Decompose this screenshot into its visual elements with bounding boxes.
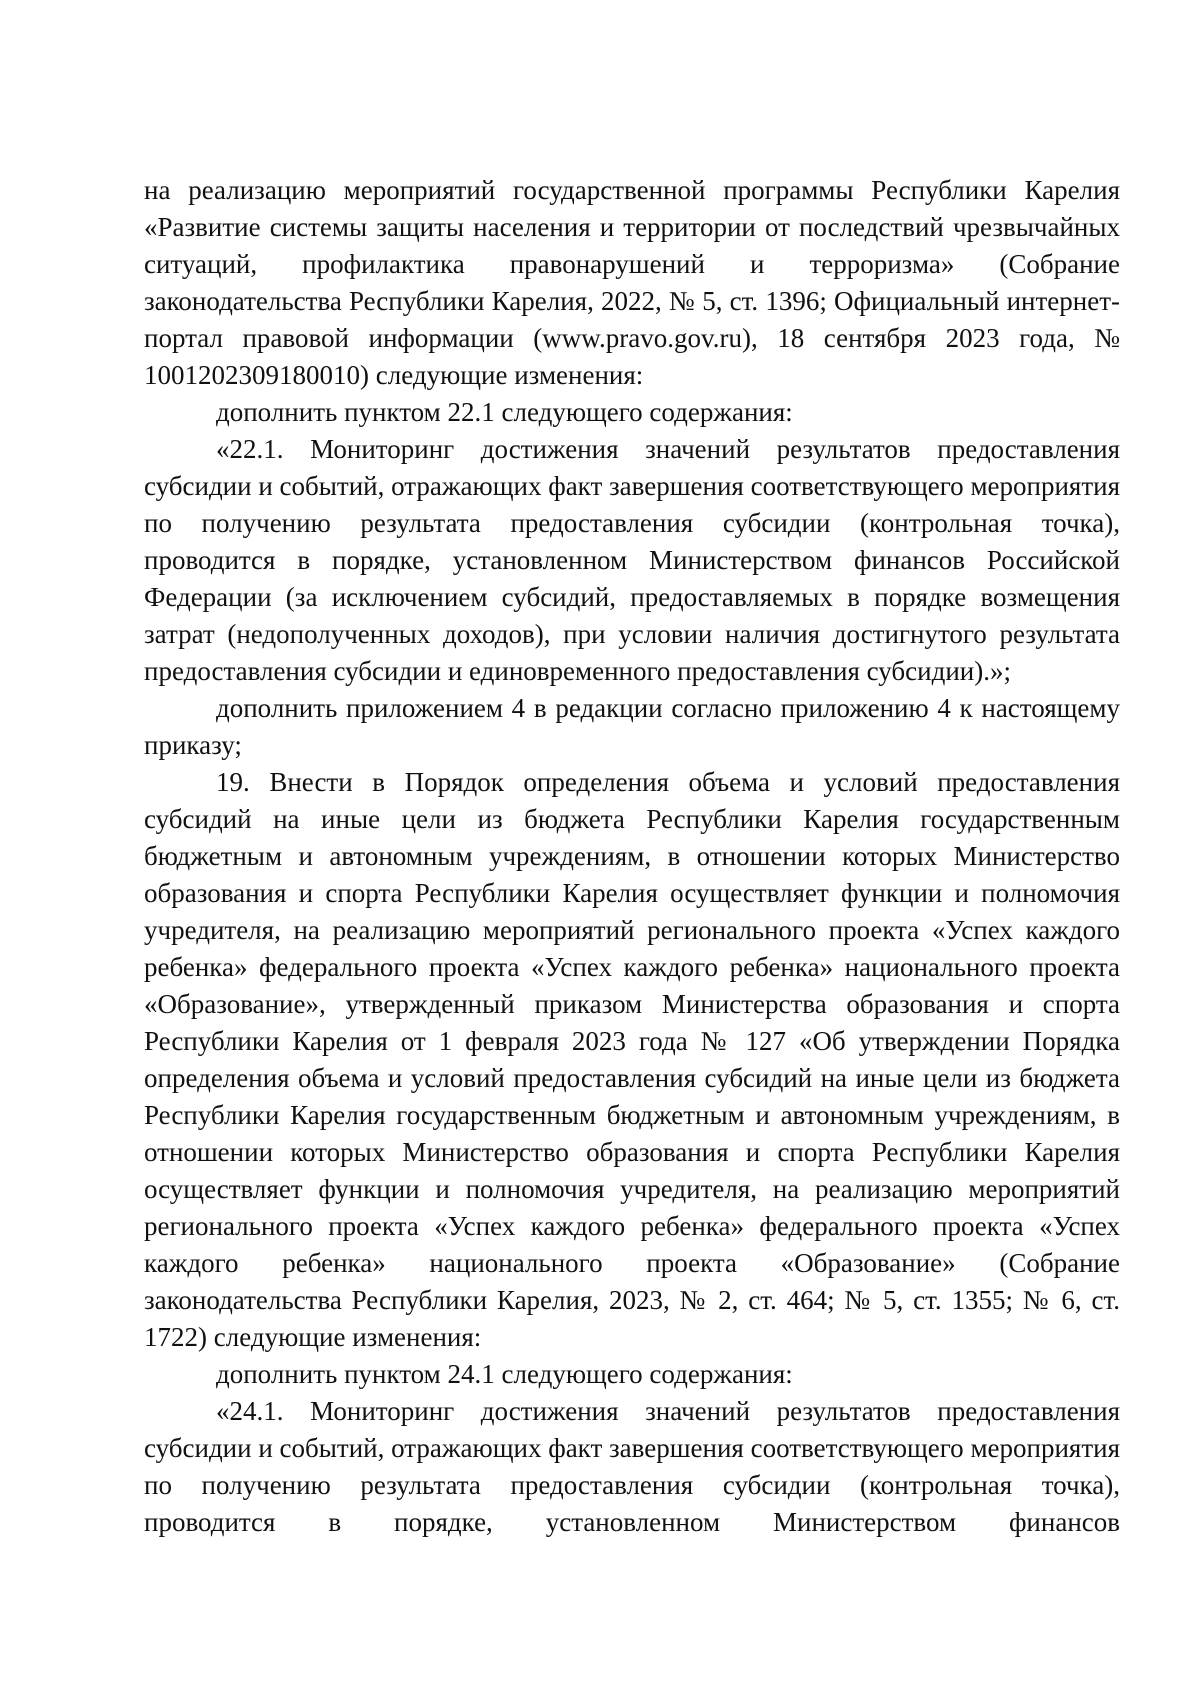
paragraph-item-19: 19. Внести в Порядок определения объема и условий предоставления субсидий на иные цели из бюджета Республики Карелия государственным бюджетным и автономным учреждениям, в отношении которых Министерство образования и спорта Республики Карелия осуществляет функции и полномочия учредителя, на реализацию мероприятий регионального проекта «Успех каждого ребенка» федерального проекта «Успех каждого ребенка» национального проекта «Образование», утвержденный приказом Министерства образования и спорта Республики Карелия от 1 февраля 2023 года № 127 «Об утверждении Порядка определения объема и условий предоставления субсидий на иные цели из бюджета Республики Карелия государственным бюджетным и автономным учреждениям, в отношении которых Министерство образования и спорта Республики Карелия осуществляет функции и полномочия учредителя, на реализацию мероприятий регионального проекта «Успех каждого ребенка» федерального проекта «Успех каждого ребенка» национального проекта «Образование» (Собрание законодательства Республики Карелия, 2023, № 2, ст. 464; № 5, ст. 1355; № 6, ст. 1722) следующие изменения: bbox=[144, 767, 1120, 1352]
paragraph-add-appendix-4: дополнить приложением 4 в редакции согласно приложению 4 к настоящему приказу; bbox=[144, 693, 1120, 760]
paragraph-point-24-1-text: «24.1. Мониторинг достижения значений результатов предоставления субсидии и событий, отражающих факт завершения соответствующего мероприятия по получению результата предоставления субсидии (контрольная точка), проводится в порядке, установленном Министерством финансов bbox=[144, 1396, 1120, 1537]
paragraph-add-point-24-1: дополнить пунктом 24.1 следующего содержания: bbox=[216, 1359, 793, 1389]
paragraph-add-point-22-1: дополнить пунктом 22.1 следующего содержания: bbox=[216, 397, 793, 427]
paragraph-program-changes: на реализацию мероприятий государственной программы Республики Карелия «Развитие системы защиты населения и территории от последствий чрезвычайных ситуаций, профилактика правонарушений и терроризма» (Собрание законодательства Республики Карелия, 2022, № 5, ст. 1396; Официальный интернет-портал правовой информации (www.pravo.gov.ru), 18 сентября 2023 года, № 1001202309180010) следующие изменения: bbox=[144, 175, 1120, 390]
paragraph-point-22-1-text: «22.1. Мониторинг достижения значений результатов предоставления субсидии и событий, отражающих факт завершения соответствующего мероприятия по получению результата предоставления субсидии (контрольная точка), проводится в порядке, установленном Министерством финансов Российской Федерации (за исключением субсидий, предоставляемых в порядке возмещения затрат (недополученных доходов), при условии наличия достигнутого результата предоставления субсидии и единовременного предоставления субсидии).»; bbox=[144, 434, 1120, 686]
document-page bbox=[144, 172, 1120, 1541]
